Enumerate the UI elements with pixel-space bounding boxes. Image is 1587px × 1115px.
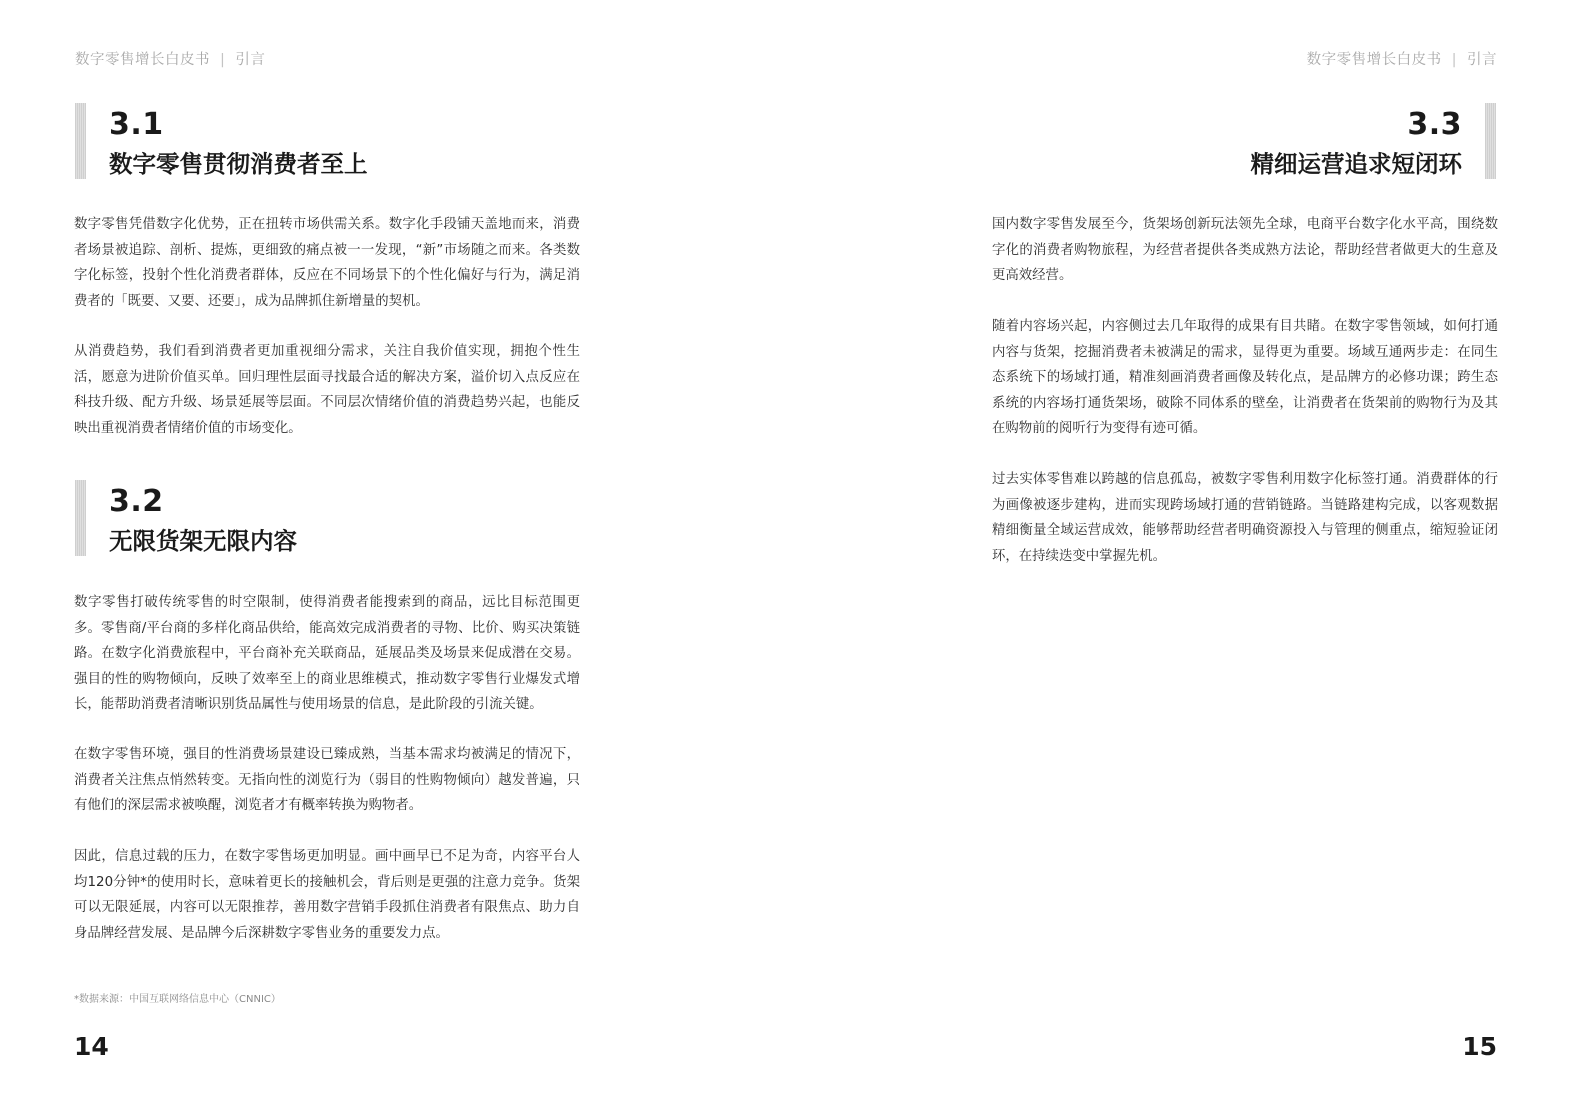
section-title: 精细运营追求短闭环 <box>1250 150 1462 178</box>
doc-title: 数字零售增长白皮书 <box>75 52 210 68</box>
doc-title: 数字零售增长白皮书 <box>1306 52 1442 68</box>
paragraph: 过去实体零售难以跨越的信息孤岛，被数字零售利用数字化标签打通。消费群体的行为画像被逐步建构，进而实现跨场域打通的营销链路。当链路建构完成，以客观数据精细衡量全域运营成效，能够帮助经营者明确资源投入与管理的侧重点，缩短验证闭环，在持续迭变中掌握先机。 <box>992 472 1498 564</box>
footnote: *数据来源：中国互联网络信息中心（CNNIC） <box>74 994 281 1005</box>
section-heading-3-3 <box>794 103 1496 183</box>
header-separator: | <box>1451 52 1457 68</box>
paragraph: 在数字零售环境，强目的性消费场景建设已臻成熟，当基本需求均被满足的情况下，消费者关注焦点悄然转变。无指向性的浏览行为（弱目的性购物倾向）越发普遍，只有他们的深层需求被唤醒，浏览者才有概率转换为购物者。 <box>74 747 580 814</box>
paragraph: 随着内容场兴起，内容侧过去几年取得的成果有目共睹。在数字零售领域，如何打通内容与货架，挖掘消费者未被满足的需求，显得更为重要。场域互通两步走：在同生态系统下的场域打通，精准刻画消费者画像及转化点，是品牌方的必修功课；跨生态系统的内容场打通货架场，破除不同体系的壁垒，让消费者在货架前的购物行为及其在购物前的阅听行为变得有迹可循。 <box>992 319 1498 437</box>
heading-accent-bar <box>75 103 86 179</box>
section-title: 无限货架无限内容 <box>109 527 297 555</box>
page-number: 14 <box>74 1032 109 1061</box>
section-number: 3.3 <box>1407 107 1462 142</box>
paragraph: 数字零售打破传统零售的时空限制，使得消费者能搜索到的商品，远比目标范围更多。零售商/平台商的多样化商品供给，能高效完成消费者的寻物、比价、购买决策链路。在数字化消费旅程中，平台商补充关联商品，延展品类及场景来促成潜在交易。强目的性的购物倾向，反映了效率至上的商业思维模式，推动数字零售行业爆发式增长，能帮助消费者清晰识别货品属性与使用场景的信息，是此阶段的引流关键。 <box>74 595 580 713</box>
page-number: 15 <box>1462 1032 1497 1061</box>
heading-accent-bar <box>75 480 86 556</box>
section-heading-3-2 <box>75 480 595 560</box>
paragraph: 因此，信息过载的压力，在数字零售场更加明显。画中画早已不足为奇，内容平台人均120分钟*的使用时长，意味着更长的接触机会，背后则是更强的注意力竞争。货架可以无限延展，内容可以无限推荐，善用数字营销手段抓住消费者有限焦点、助力自身品牌经营发展、是品牌今后深耕数字零售业务的重要发力点。 <box>74 849 580 941</box>
paragraph: 国内数字零售发展至今，货架场创新玩法领先全球，电商平台数字化水平高，围绕数字化的消费者购物旅程，为经营者提供各类成熟方法论，帮助经营者做更大的生意及更高效经营。 <box>992 217 1498 284</box>
paragraph: 数字零售凭借数字化优势，正在扭转市场供需关系。数字化手段铺天盖地而来，消费者场景被追踪、剖析、提炼，更细致的痛点被一一发现，“新”市场随之而来。各类数字化标签，投射个性化消费者群体，反应在不同场景下的个性化偏好与行为，满足消费者的「既要、又要、还要」，成为品牌抓住新增量的契机。 <box>74 217 580 309</box>
heading-accent-bar <box>1485 103 1496 179</box>
header-separator: | <box>220 52 226 68</box>
section-number: 3.1 <box>109 107 164 142</box>
left-page <box>0 0 793 1115</box>
header-section: 引言 <box>1467 52 1497 68</box>
section-title: 数字零售贯彻消费者至上 <box>109 150 368 178</box>
running-header-right <box>1307 48 1497 69</box>
header-section: 引言 <box>235 52 266 68</box>
section-number: 3.2 <box>109 484 164 519</box>
section-heading-3-1 <box>75 103 595 183</box>
paragraph: 从消费趋势，我们看到消费者更加重视细分需求，关注自我价值实现，拥抱个性生活，愿意为进阶价值买单。回归理性层面寻找最合适的解决方案，溢价切入点反应在科技升级、配方升级、场景延展等层面。不同层次情绪价值的消费趋势兴起，也能反映出重视消费者情绪价值的市场变化。 <box>74 344 580 436</box>
running-header-left <box>75 48 265 69</box>
right-page <box>794 0 1587 1115</box>
